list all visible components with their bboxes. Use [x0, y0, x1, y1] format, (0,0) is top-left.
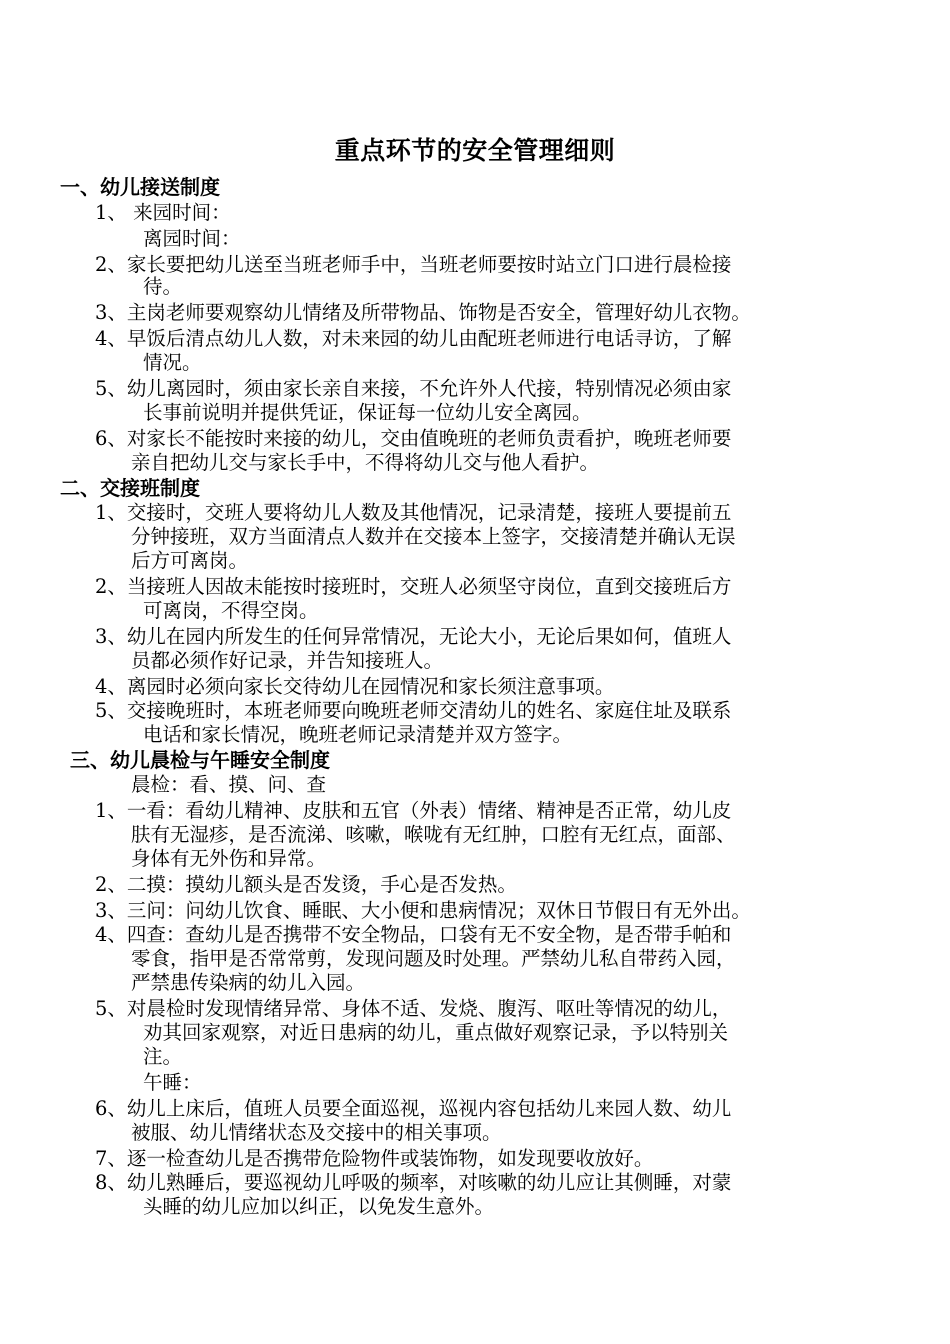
paragraph-line: 2、二摸：摸幼儿额头是否发烫，手心是否发热。 [95, 873, 517, 896]
paragraph-line: 6、对家长不能按时来接的幼儿，交由值晚班的老师负责看护，晚班老师要 [95, 427, 732, 450]
paragraph-line: 5、交接晚班时，本班老师要向晚班老师交清幼儿的姓名、家庭住址及联系 [95, 699, 732, 722]
paragraph-line: 待。 [143, 275, 183, 298]
paragraph-line: 2、当接班人因故未能按时接班时，交班人必须坚守岗位，直到交接班后方 [95, 575, 732, 598]
paragraph-line: 身体有无外伤和异常。 [131, 847, 327, 870]
paragraph-line: 5、幼儿离园时，须由家长亲自来接，不允许外人代接，特别情况必须由家 [95, 377, 732, 400]
paragraph-line: 1、一看：看幼儿精神、皮肤和五官（外表）情绪、精神是否正常，幼儿皮 [95, 799, 732, 822]
paragraph-line: 5、对晨检时发现情绪异常、身体不适、发烧、腹泻、呕吐等情况的幼儿， [95, 997, 732, 1020]
section-heading-handover: 二、交接班制度 [60, 476, 200, 500]
paragraph-line: 亲自把幼儿交与家长手中，不得将幼儿交与他人看护。 [131, 451, 600, 474]
section-heading-pickup: 一、幼儿接送制度 [60, 175, 220, 199]
paragraph-line: 零食，指甲是否常常剪，发现问题及时处理。严禁幼儿私自带药入园， [131, 947, 736, 970]
paragraph-line: 注。 [143, 1045, 183, 1068]
section-heading-morning-check-nap: 三、幼儿晨检与午睡安全制度 [70, 748, 330, 772]
paragraph-line: 4、离园时必须向家长交待幼儿在园情况和家长须注意事项。 [95, 675, 615, 698]
paragraph-line: 1、交接时，交班人要将幼儿人数及其他情况，记录清楚，接班人要提前五 [95, 501, 732, 524]
paragraph-line: 6、幼儿上床后，值班人员要全面巡视，巡视内容包括幼儿来园人数、幼儿 [95, 1097, 732, 1120]
paragraph-line: 员都必须作好记录，并告知接班人。 [131, 649, 444, 672]
paragraph-line: 情况。 [143, 351, 202, 374]
paragraph-line: 8、幼儿熟睡后，要巡视幼儿呼吸的频率，对咳嗽的幼儿应让其侧睡，对蒙 [95, 1171, 732, 1194]
paragraph-line: 离园时间： [143, 227, 241, 250]
paragraph-line: 分钟接班，双方当面清点人数并在交接本上签字，交接清楚并确认无误 [131, 525, 736, 548]
paragraph-line: 1、 来园时间： [95, 201, 231, 224]
paragraph-line: 电话和家长情况，晚班老师记录清楚并双方签字。 [143, 723, 573, 746]
paragraph-line: 3、幼儿在园内所发生的任何异常情况，无论大小，无论后果如何，值班人 [95, 625, 732, 648]
paragraph-line: 被服、幼儿情绪状态及交接中的相关事项。 [131, 1121, 502, 1144]
paragraph-line: 晨检：看、摸、问、查 [131, 773, 327, 796]
paragraph-line: 头睡的幼儿应加以纠正，以免发生意外。 [143, 1195, 495, 1218]
paragraph-line: 4、四查：查幼儿是否携带不安全物品，口袋有无不安全物，是否带手帕和 [95, 923, 732, 946]
paragraph-line: 4、早饭后清点幼儿人数，对未来园的幼儿由配班老师进行电话寻访，了解 [95, 327, 732, 350]
paragraph-line: 严禁患传染病的幼儿入园。 [131, 971, 366, 994]
document-title: 重点环节的安全管理细则 [334, 136, 616, 165]
paragraph-line: 2、家长要把幼儿送至当班老师手中，当班老师要按时站立门口进行晨检接 [95, 253, 732, 276]
paragraph-line: 肤有无湿疹，是否流涕、咳嗽，喉咙有无红肿，口腔有无红点，面部、 [131, 823, 736, 846]
paragraph-line: 3、三问：问幼儿饮食、睡眠、大小便和患病情况；双休日节假日有无外出。 [95, 899, 751, 922]
paragraph-line: 后方可离岗。 [131, 549, 249, 572]
paragraph-line: 3、主岗老师要观察幼儿情绪及所带物品、饰物是否安全，管理好幼儿衣物。 [95, 301, 751, 324]
paragraph-line: 午睡： [143, 1071, 202, 1094]
paragraph-line: 长事前说明并提供凭证，保证每一位幼儿安全离园。 [143, 401, 592, 424]
paragraph-line: 劝其回家观察，对近日患病的幼儿，重点做好观察记录，予以特别关 [143, 1021, 729, 1044]
paragraph-line: 7、逐一检查幼儿是否携带危险物件或装饰物，如发现要收放好。 [95, 1147, 654, 1170]
paragraph-line: 可离岗，不得空岗。 [143, 599, 319, 622]
